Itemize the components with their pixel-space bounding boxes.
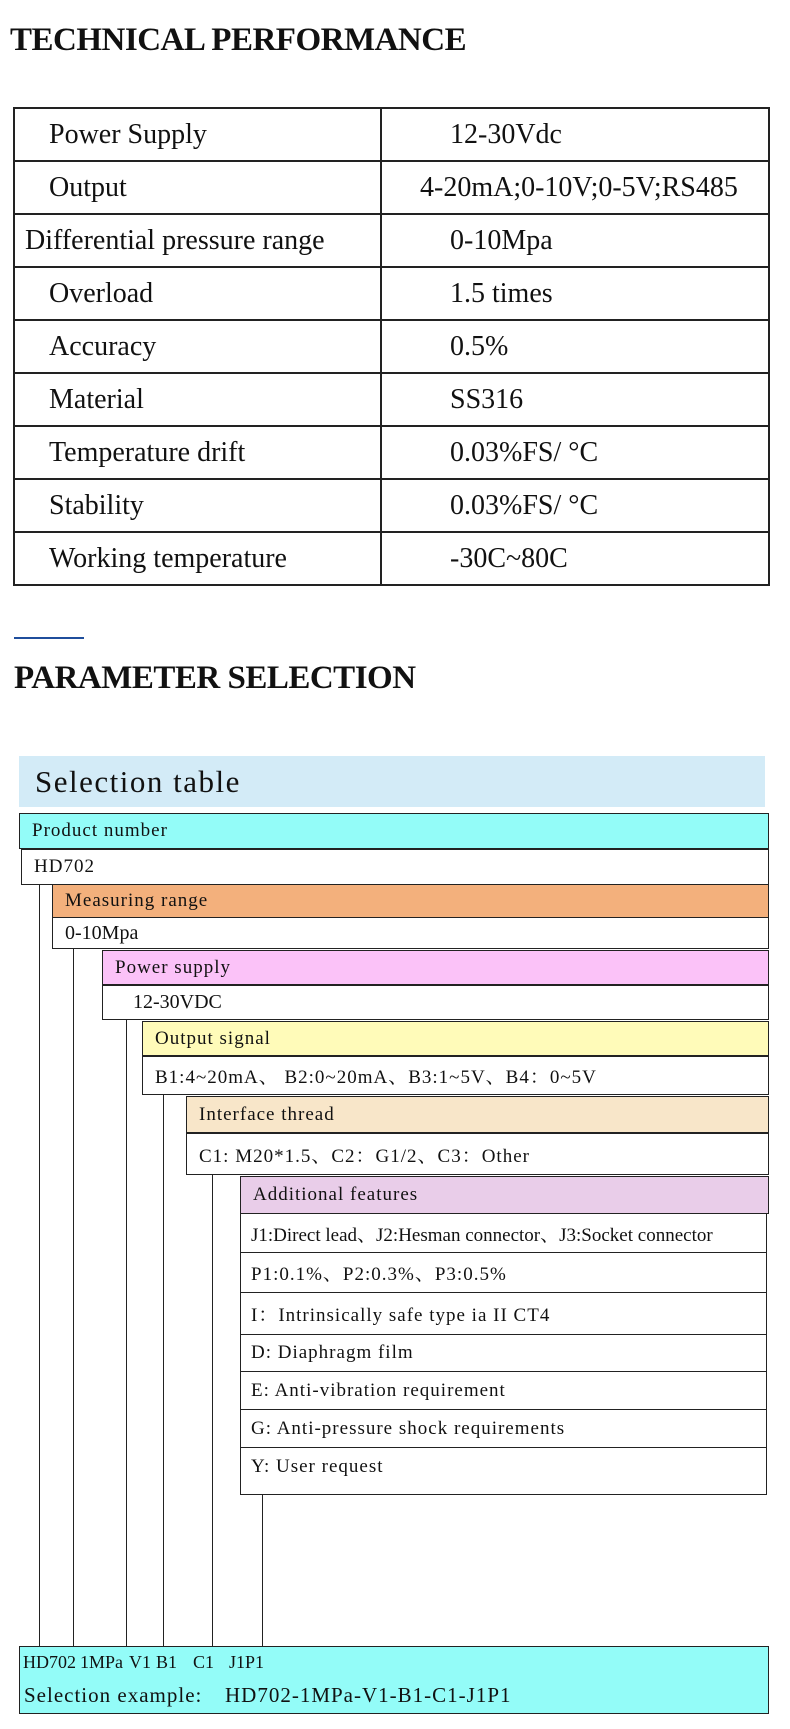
spec-label: Accuracy: [14, 320, 381, 373]
additional-features-label: Additional features: [240, 1176, 769, 1214]
additional-feature-item: I：Intrinsically safe type ia II CT4: [240, 1292, 767, 1335]
table-row: [14, 161, 769, 214]
additional-feature-item: Y: User request: [240, 1447, 767, 1495]
measuring-range-label: Measuring range: [52, 884, 769, 918]
additional-feature-item: D: Diaphragm film: [240, 1334, 767, 1372]
table-row: [14, 267, 769, 320]
connector-line: [212, 1175, 213, 1646]
connector-line: [262, 1494, 263, 1646]
selection-table-header: Selection table: [19, 756, 765, 807]
output-signal-value: B1:4~20mA、 B2:0~20mA、B3:1~5V、B4：0~5V: [142, 1056, 769, 1095]
connector-line: [73, 948, 74, 1646]
connector-line: [39, 884, 40, 1646]
spec-label: Output: [14, 161, 381, 214]
spec-label: Temperature drift: [14, 426, 381, 479]
example-code: C1: [193, 1652, 215, 1672]
technical-title: TECHNICAL PERFORMANCE: [10, 22, 467, 58]
table-row: [14, 320, 769, 373]
spec-label: Power Supply: [14, 108, 381, 161]
example-code: 1MPa: [80, 1652, 124, 1672]
spec-value: 0.5%: [381, 320, 769, 373]
additional-feature-item: P1:0.1%、P2:0.3%、P3:0.5%: [240, 1252, 767, 1293]
spec-label: Stability: [14, 479, 381, 532]
selection-example-label: Selection example:: [24, 1683, 203, 1707]
interface-thread-label: Interface thread: [186, 1096, 769, 1133]
example-code: B1: [156, 1652, 178, 1672]
spec-value: 12-30Vdc: [381, 108, 769, 161]
connector-line: [163, 1094, 164, 1646]
spec-label: Overload: [14, 267, 381, 320]
measuring-range-value: 0-10Mpa: [52, 917, 769, 949]
additional-feature-item: J1:Direct lead、J2:Hesman connector、J3:Socket connector: [240, 1213, 767, 1253]
table-row: [14, 532, 769, 585]
power-supply-value: 12-30VDC: [102, 985, 769, 1020]
additional-feature-item: G: Anti-pressure shock requirements: [240, 1409, 767, 1448]
table-row: [14, 479, 769, 532]
spec-value: 4-20mA;0-10V;0-5V;RS485: [381, 161, 769, 214]
selection-example-box: [19, 1646, 769, 1714]
example-code: HD702: [23, 1652, 76, 1672]
table-row: [14, 108, 769, 161]
example-code: V1: [129, 1652, 151, 1672]
additional-feature-item: E: Anti-vibration requirement: [240, 1371, 767, 1410]
spec-value: 0.03%FS/ °C: [381, 426, 769, 479]
spec-label: Material: [14, 373, 381, 426]
connector-line: [126, 1019, 127, 1646]
selection-example-value: HD702-1MPa-V1-B1-C1-J1P1: [225, 1683, 512, 1707]
product-number-label: Product number: [19, 813, 769, 849]
spec-value: 0.03%FS/ °C: [381, 479, 769, 532]
output-signal-label: Output signal: [142, 1021, 769, 1056]
spec-value: SS316: [381, 373, 769, 426]
parameter-title: PARAMETER SELECTION: [14, 660, 416, 696]
table-row: [14, 426, 769, 479]
technical-table: [13, 107, 770, 586]
spec-value: 1.5 times: [381, 267, 769, 320]
product-number-value: HD702: [21, 849, 769, 885]
interface-thread-value: C1: M20*1.5、C2：G1/2、C3：Other: [186, 1133, 769, 1175]
power-supply-label: Power supply: [102, 950, 769, 985]
spec-value: -30C~80C: [381, 532, 769, 585]
spec-label: Working temperature: [14, 532, 381, 585]
spec-value: 0-10Mpa: [381, 214, 769, 267]
table-row: [14, 214, 769, 267]
spec-label: Differential pressure range: [14, 214, 381, 267]
table-row: [14, 373, 769, 426]
section-divider: [14, 637, 84, 639]
example-code: J1P1: [229, 1652, 265, 1672]
